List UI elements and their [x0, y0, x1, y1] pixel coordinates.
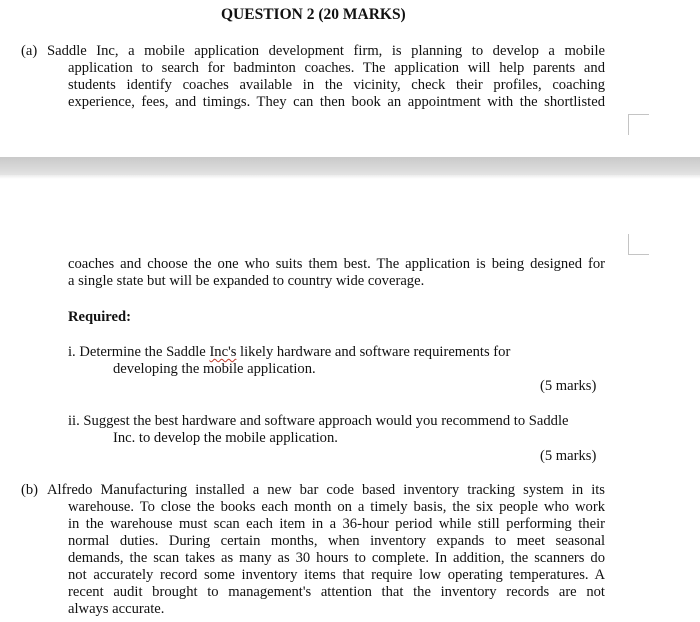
part-b-line: recent audit brought to management's attention that the inventory records are not [68, 584, 605, 600]
part-b-line: always accurate. [68, 601, 165, 617]
page-break-shadow [0, 175, 700, 179]
part-a-continued-line: coaches and choose the one who suits them best. The application is being designed for [68, 256, 605, 272]
part-a-intro-line: Saddle Inc, a mobile application development firm, is planning to develop a mobile [47, 43, 605, 59]
part-b-line: normal duties. During certain months, when inventory expands to meet seasonal [68, 533, 605, 549]
spelling-flagged-word: Inc's [209, 344, 237, 360]
page-break-gap [0, 157, 700, 175]
question-ii-line: Inc. to develop the mobile application. [113, 430, 338, 446]
part-a-intro-line: application to search for badminton coaches. The application will help parents and [68, 60, 605, 76]
part-a-intro-line: experience, fees, and timings. They can then book an appointment with the shortlisted [68, 94, 605, 110]
required-heading: Required: [68, 309, 131, 325]
part-a-continued-line: a single state but will be expanded to country wide coverage. [68, 273, 425, 289]
question-ii-line: ii. Suggest the best hardware and software approach would you recommend to Saddle [68, 413, 569, 429]
page-corner-mark [628, 114, 649, 135]
question-i-line: i. Determine the Saddle Inc's likely hardware and software requirements for [68, 344, 511, 360]
question-i-marks: (5 marks) [540, 378, 597, 394]
part-b-line: warehouse. To close the books each month on a timely basis, the six people who work [68, 499, 605, 515]
question-title: QUESTION 2 (20 MARKS) [221, 6, 406, 23]
cropped-header-fragment [190, 0, 310, 4]
question-ii-marks: (5 marks) [540, 448, 597, 464]
part-b-line: not accurately record some inventory items that require low operating temperatures. A [68, 567, 605, 583]
page-corner-mark [628, 234, 649, 255]
question-i-line: developing the mobile application. [113, 361, 316, 377]
part-b-label: (b) [21, 482, 39, 498]
part-b-line: Alfredo Manufacturing installed a new bar code based inventory tracking system in its [47, 482, 605, 498]
part-a-intro-line: students identify coaches available in the vicinity, check their profiles, coaching [68, 77, 605, 93]
part-b-line: in the warehouse must scan each item in a 36-hour period while still performing their [68, 516, 605, 532]
part-a-label: (a) [21, 43, 38, 59]
part-b-line: demands, the scan takes as many as 30 hours to complete. In addition, the scanners do [68, 550, 605, 566]
